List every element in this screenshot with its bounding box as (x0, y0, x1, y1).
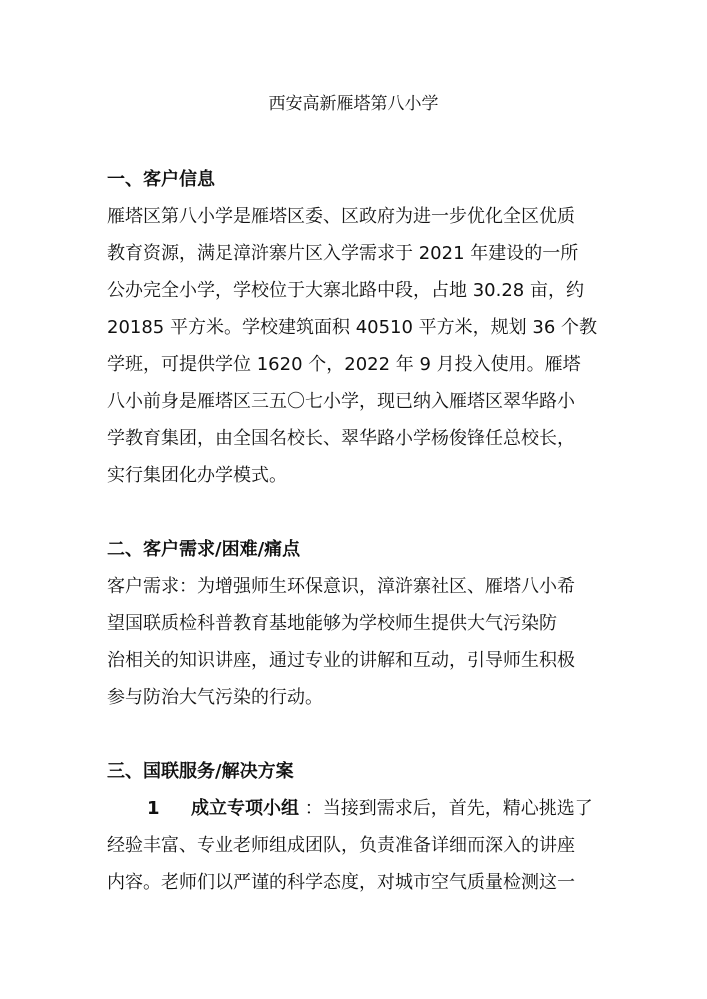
paragraph-line: 20185 平方米。学校建筑面积 40510 平方米，规划 36 个教 (107, 317, 598, 338)
numbered-item-1 (147, 796, 593, 822)
paragraph-line: 学班，可提供学位 1620 个，2022 年 9 月投入使用。雁塔 (107, 354, 581, 375)
paragraph-line: 公办完全小学，学校位于大寨北路中段，占地 30.28 亩，约 (107, 280, 584, 301)
paragraph-line: 学教育集团，由全国名校长、翠华路小学杨俊锋任总校长， (107, 428, 575, 449)
item-label: 成立专项小组 (191, 798, 299, 819)
paragraph-line: 教育资源，满足漳浒寨片区入学需求于 2021 年建设的一所 (107, 243, 579, 264)
paragraph-line: 八小前身是雁塔区三五〇七小学，现已纳入雁塔区翠华路小 (107, 391, 575, 412)
paragraph-line: 实行集团化办学模式。 (107, 465, 287, 486)
paragraph-line: 经验丰富、专业老师组成团队，负责准备详细而深入的讲座 (107, 835, 575, 856)
paragraph-line: 雁塔区第八小学是雁塔区委、区政府为进一步优化全区优质 (107, 206, 575, 227)
item-number: 1 (147, 798, 160, 819)
paragraph-line: 望国联质检科普教育基地能够为学校师生提供大气污染防 (107, 613, 557, 634)
section-heading-customer-needs: 二、客户需求/困难/痛点 (107, 539, 301, 560)
document-title: 西安高新雁塔第八小学 (268, 94, 439, 114)
paragraph-line: 内容。老师们以严谨的科学态度，对城市空气质量检测这一 (107, 872, 575, 893)
section-heading-customer-info: 一、客户信息 (107, 169, 215, 190)
paragraph-line: 参与防治大气污染的行动。 (107, 687, 323, 708)
paragraph-line: 客户需求：为增强师生环保意识，漳浒寨社区、雁塔八小希 (107, 576, 575, 597)
section-heading-solution: 三、国联服务/解决方案 (107, 761, 294, 782)
paragraph-line: 治相关的知识讲座，通过专业的讲解和互动，引导师生积极 (107, 650, 575, 671)
item-text: ：当接到需求后，首先，精心挑选了 (304, 798, 593, 819)
